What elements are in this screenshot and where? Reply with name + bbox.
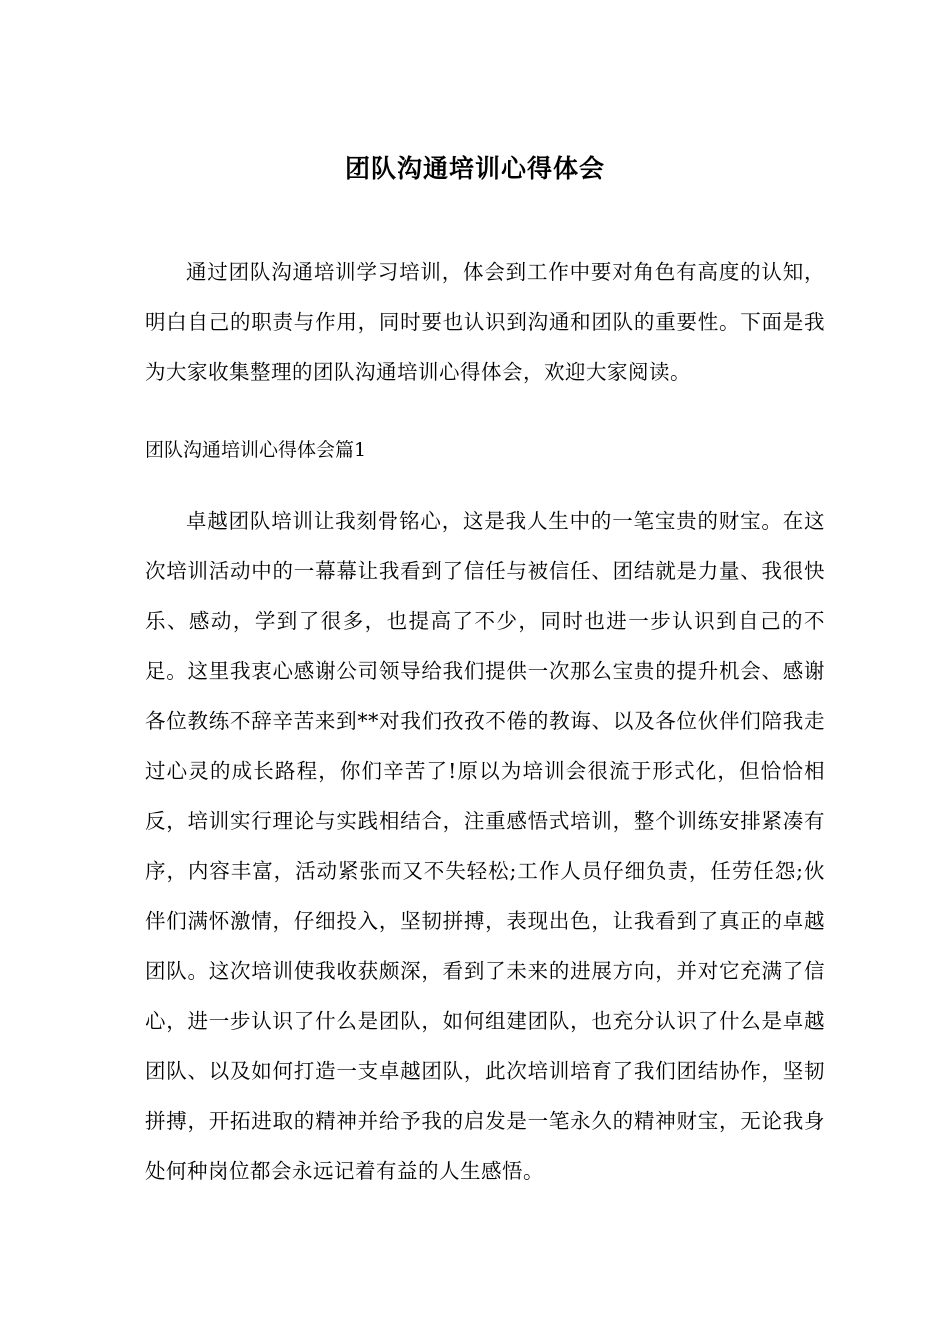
intro-paragraph: 通过团队沟通培训学习培训，体会到工作中要对角色有高度的认知，明白自己的职责与作用，同时要也认识到沟通和团队的重要性。下面是我为大家收集整理的团队沟通培训心得体会，欢迎大家阅读。 (145, 259, 825, 384)
document-title: 团队沟通培训心得体会 (344, 153, 605, 183)
body-paragraph-1: 卓越团队培训让我刻骨铭心，这是我人生中的一笔宝贵的财宝。在这次培训活动中的一幕幕让我看到了信任与被信任、团结就是力量、我很快乐、感动，学到了很多，也提高了不少，同时也进一步认识到自己的不足。这里我衷心感谢公司领导给我们提供一次那么宝贵的提升机会、感谢各位教练不辞辛苦来到**对我们孜孜不倦的教诲、以及各位伙伴们陪我走过心灵的成长路程，你们辛苦了!原以为培训会很流于形式化，但恰恰相反，培训实行理论与实践相结合，注重感悟式培训，整个训练安排紧凑有序，内容丰富，活动紧张而又不失轻松;工作人员仔细负责，任劳任怨;伙伴们满怀激情，仔细投入，坚韧拼搏，表现出色，让我看到了真正的卓越团队。这次培训使我收获颇深，看到了未来的进展方向，并对它充满了信心，进一步认识了什么是团队，如何组建团队，也充分认识了什么是卓越团队、以及如何打造一支卓越团队，此次培训培育了我们团结协作，坚韧拼搏，开拓进取的精神并给予我的启发是一笔永久的精神财宝，无论我身处何种岗位都会永远记着有益的人生感悟。 (145, 508, 825, 1183)
section-heading: 团队沟通培训心得体会篇1 (145, 439, 367, 461)
